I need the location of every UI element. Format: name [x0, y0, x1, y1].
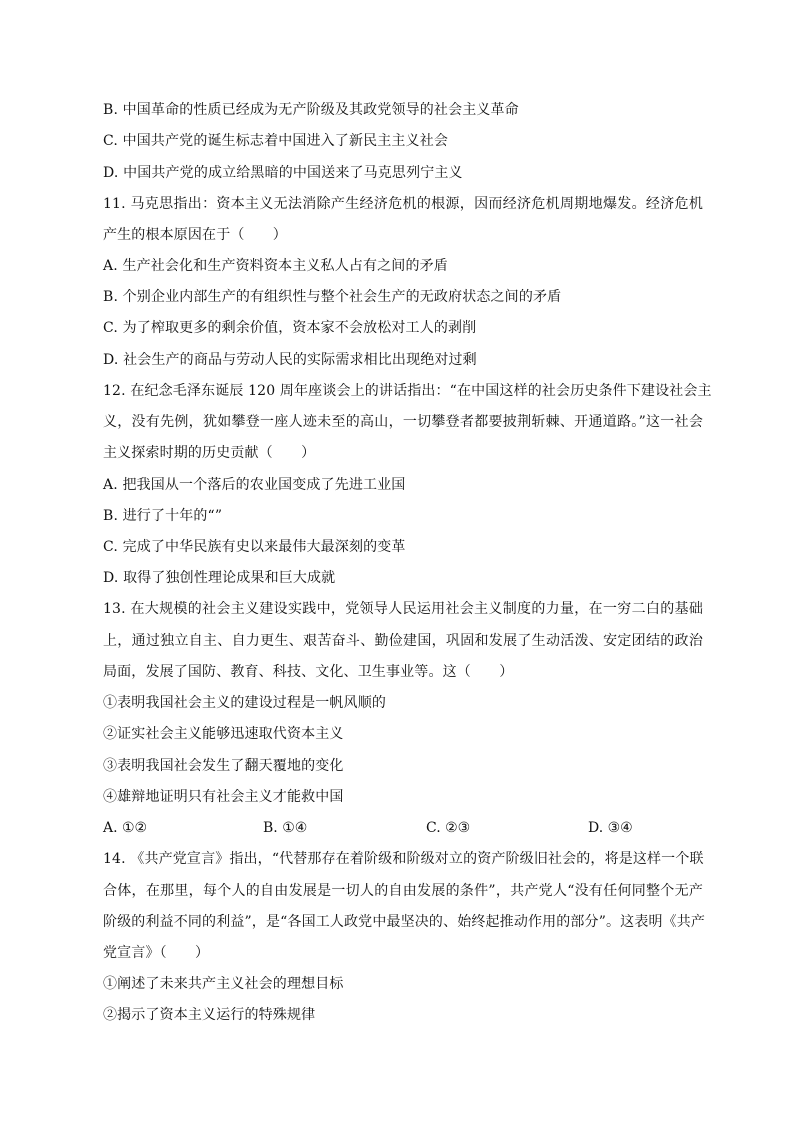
q10-option-b: B. 中国革命的性质已经成为无产阶级及其政党领导的社会主义革命	[103, 102, 519, 118]
q13-option-a: A. ①②	[103, 820, 148, 836]
q11-option-b: B. 个别企业内部生产的有组织性与整个社会生产的无政府状态之间的矛盾	[103, 289, 562, 305]
q13-option-b: B. ①④	[263, 820, 308, 836]
q12-option-c: C. 完成了中华民族有史以来最伟大最深刻的变革	[103, 539, 406, 555]
q13-item-2: ②证实社会主义能够迅速取代资本主义	[103, 726, 344, 742]
q14-item-1: ①阐述了未来共产主义社会的理想目标	[103, 976, 344, 992]
q14-stem-line-2: 合体，在那里，每个人的自由发展是一切人的自由发展的条件”，共产党人“没有任何同整个无产	[103, 883, 703, 899]
q13-item-1: ①表明我国社会主义的建设过程是一帆风顺的	[103, 695, 386, 711]
q10-option-d: D. 中国共产党的成立给黑暗的中国送来了马克思列宁主义	[103, 165, 463, 181]
q11-option-d: D. 社会生产的商品与劳动人民的实际需求相比出现绝对过剩	[103, 352, 477, 368]
q11-option-c: C. 为了榨取更多的剩余价值，资本家不会放松对工人的剥削	[103, 320, 477, 336]
q14-item-2: ②揭示了资本主义运行的特殊规律	[103, 1007, 316, 1023]
q14-stem-line-4: 党宣言》（ ）	[103, 945, 210, 961]
q13-stem-line-1: 13. 在大规模的社会主义建设实践中，党领导人民运用社会主义制度的力量，在一穷二白的基础	[103, 601, 703, 617]
q13-stem-line-3: 局面，发展了国防、教育、科技、文化、卫生事业等。这（ ）	[103, 664, 514, 680]
q12-stem-line-3: 主义探索时期的历史贡献（ ）	[103, 445, 316, 461]
q11-stem-line-2: 产生的根本原因在于（ ）	[103, 227, 287, 243]
q13-option-d: D. ③④	[588, 820, 633, 836]
q13-stem-line-2: 上，通过独立自主、自力更生、艰苦奋斗、勤俭建国，巩固和发展了生动活泼、安定团结的政治	[103, 633, 703, 649]
q14-stem-line-3: 阶级的利益不同的利益”，是“各国工人政党中最坚决的、始终起推动作用的部分”。这表明《共产	[103, 914, 706, 930]
q11-stem-line-1: 11. 马克思指出：资本主义无法消除产生经济危机的根源，因而经济危机周期地爆发。经济危机	[103, 196, 703, 212]
q13-option-c: C. ②③	[426, 820, 471, 836]
q12-stem-line-1: 12. 在纪念毛泽东诞辰 120 周年座谈会上的讲话指出：“在中国这样的社会历史条件下建设社会主	[103, 383, 712, 399]
q12-stem-line-2: 义，没有先例，犹如攀登一座人迹未至的高山，一切攀登者都要披荆斩棘、开通道路。”这一社会	[103, 414, 703, 430]
q13-item-3: ③表明我国社会发生了翻天覆地的变化	[103, 758, 344, 774]
q11-option-a: A. 生产社会化和生产资料资本主义私人占有之间的矛盾	[103, 258, 448, 274]
q12-option-b: B. 进行了十年的“”	[103, 508, 223, 524]
q12-option-d: D. 取得了独创性理论成果和巨大成就	[103, 570, 336, 586]
q10-option-c: C. 中国共产党的诞生标志着中国进入了新民主主义社会	[103, 133, 449, 149]
q12-option-a: A. 把我国从一个落后的农业国变成了先进工业国	[103, 477, 406, 493]
q14-stem-line-1: 14. 《共产党宣言》指出，“代替那存在着阶级和阶级对立的资产阶级旧社会的，将是这样一个联	[103, 851, 704, 867]
q13-answer-options	[103, 819, 703, 837]
q13-item-4: ④雄辩地证明只有社会主义才能救中国	[103, 789, 344, 805]
